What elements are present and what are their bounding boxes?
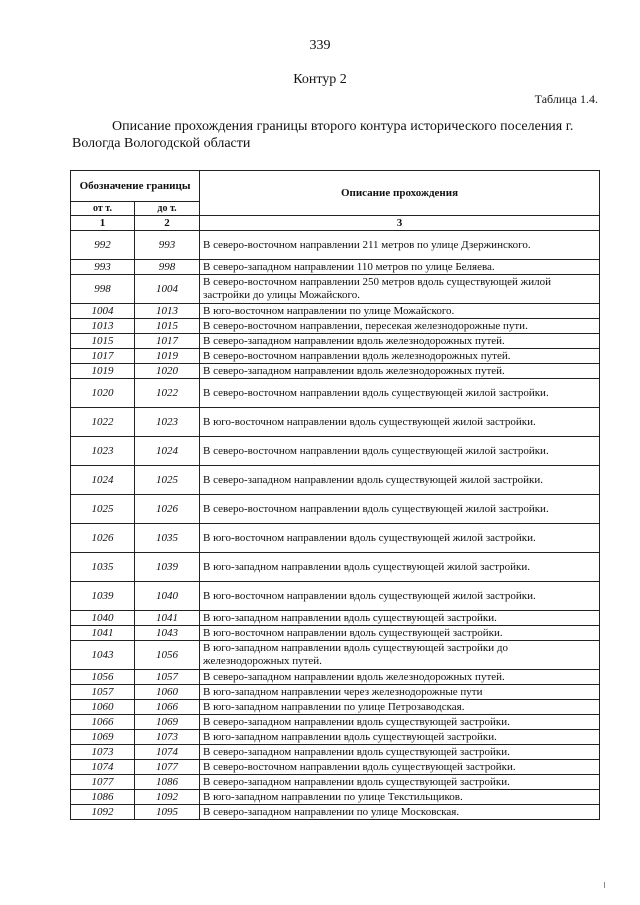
description-cell: В северо-западном направлении вдоль железнодорожных путей.	[200, 670, 600, 685]
scan-mark	[604, 882, 605, 888]
description-cell: В юго-западном направлении по улице Петрозаводская.	[200, 700, 600, 715]
from-point-cell: 1035	[71, 553, 135, 582]
table-row	[71, 790, 600, 805]
to-point-header: до т.	[135, 202, 200, 216]
from-point-cell: 1004	[71, 304, 135, 319]
table-row	[71, 275, 600, 304]
from-point-cell: 1020	[71, 379, 135, 408]
to-point-cell: 1057	[135, 670, 200, 685]
table-row	[71, 641, 600, 670]
column-number-2: 2	[135, 216, 200, 231]
table-row	[71, 408, 600, 437]
from-point-cell: 1024	[71, 466, 135, 495]
description-cell: В юго-восточном направлении по улице Можайского.	[200, 304, 600, 319]
description-cell: В юго-западном направлении через железнодорожные пути	[200, 685, 600, 700]
to-point-cell: 1020	[135, 364, 200, 379]
table-row	[71, 319, 600, 334]
to-point-cell: 1039	[135, 553, 200, 582]
table-header	[71, 171, 600, 231]
to-point-cell: 1056	[135, 641, 200, 670]
from-point-cell: 1022	[71, 408, 135, 437]
table-row	[71, 495, 600, 524]
table-row	[71, 304, 600, 319]
table-row	[71, 670, 600, 685]
from-point-cell: 1057	[71, 685, 135, 700]
document-heading: Описание прохождения границы второго контура исторического поселения г. Вологда Вологодской области	[72, 119, 574, 151]
from-point-cell: 1017	[71, 349, 135, 364]
column-number-1: 1	[71, 216, 135, 231]
to-point-cell: 1086	[135, 775, 200, 790]
from-point-cell: 1056	[71, 670, 135, 685]
from-point-cell: 993	[71, 260, 135, 275]
to-point-cell: 1024	[135, 437, 200, 466]
description-header: Описание прохождения	[200, 171, 600, 216]
table-row	[71, 231, 600, 260]
description-cell: В северо-западном направлении вдоль существующей застройки.	[200, 745, 600, 760]
to-point-cell: 993	[135, 231, 200, 260]
from-point-cell: 1092	[71, 805, 135, 820]
boundary-designation-header: Обозначение границы	[71, 171, 200, 202]
from-point-cell: 1074	[71, 760, 135, 775]
description-cell: В юго-западном направлении вдоль существующей жилой застройки.	[200, 553, 600, 582]
table-row	[71, 466, 600, 495]
table-row	[71, 553, 600, 582]
description-cell: В северо-восточном направлении вдоль железнодорожных путей.	[200, 349, 600, 364]
table-row	[71, 611, 600, 626]
table-row	[71, 437, 600, 466]
boundary-description-table	[70, 170, 600, 820]
to-point-cell: 1017	[135, 334, 200, 349]
description-cell: В северо-западном направлении вдоль существующей застройки.	[200, 775, 600, 790]
description-cell: В северо-восточном направлении 250 метров вдоль существующей жилой застройки до улицы Можайского.	[200, 275, 600, 304]
table-row	[71, 582, 600, 611]
from-point-cell: 1015	[71, 334, 135, 349]
description-cell: В северо-западном направлении по улице Московская.	[200, 805, 600, 820]
from-point-cell: 1073	[71, 745, 135, 760]
from-point-cell: 1013	[71, 319, 135, 334]
to-point-cell: 1023	[135, 408, 200, 437]
table-row	[71, 730, 600, 745]
to-point-cell: 1066	[135, 700, 200, 715]
to-point-cell: 1043	[135, 626, 200, 641]
from-point-cell: 1019	[71, 364, 135, 379]
table-row	[71, 364, 600, 379]
from-point-cell: 1041	[71, 626, 135, 641]
description-cell: В юго-восточном направлении вдоль существующей жилой застройки.	[200, 524, 600, 553]
column-number-3: 3	[200, 216, 600, 231]
from-point-cell: 1025	[71, 495, 135, 524]
table-label: Таблица 1.4.	[534, 92, 598, 106]
to-point-cell: 1077	[135, 760, 200, 775]
table-row	[71, 715, 600, 730]
description-cell: В северо-западном направлении 110 метров по улице Беляева.	[200, 260, 600, 275]
from-point-cell: 1086	[71, 790, 135, 805]
description-cell: В северо-восточном направлении 211 метров по улице Дзержинского.	[200, 231, 600, 260]
to-point-cell: 1069	[135, 715, 200, 730]
description-cell: В северо-восточном направлении вдоль существующей жилой застройки.	[200, 379, 600, 408]
from-point-cell: 998	[71, 275, 135, 304]
table-body	[71, 231, 600, 820]
from-point-cell: 992	[71, 231, 135, 260]
to-point-cell: 1004	[135, 275, 200, 304]
to-point-cell: 1041	[135, 611, 200, 626]
table-row	[71, 700, 600, 715]
from-point-cell: 1077	[71, 775, 135, 790]
to-point-cell: 1026	[135, 495, 200, 524]
to-point-cell: 1013	[135, 304, 200, 319]
from-point-cell: 1060	[71, 700, 135, 715]
from-point-cell: 1023	[71, 437, 135, 466]
description-cell: В северо-восточном направлении вдоль существующей застройки.	[200, 760, 600, 775]
description-cell: В северо-западном направлении вдоль железнодорожных путей.	[200, 334, 600, 349]
from-point-header: от т.	[71, 202, 135, 216]
to-point-cell: 998	[135, 260, 200, 275]
description-cell: В юго-восточном направлении вдоль существующей жилой застройки.	[200, 408, 600, 437]
to-point-cell: 1060	[135, 685, 200, 700]
description-cell: В северо-западном направлении вдоль существующей жилой застройки.	[200, 466, 600, 495]
table-row	[71, 379, 600, 408]
table-row	[71, 685, 600, 700]
to-point-cell: 1074	[135, 745, 200, 760]
to-point-cell: 1092	[135, 790, 200, 805]
table-row	[71, 760, 600, 775]
description-cell: В юго-западном направлении по улице Текстильщиков.	[200, 790, 600, 805]
description-cell: В северо-восточном направлении вдоль существующей жилой застройки.	[200, 495, 600, 524]
description-cell: В северо-восточном направлении вдоль существующей жилой застройки.	[200, 437, 600, 466]
table-row	[71, 805, 600, 820]
to-point-cell: 1022	[135, 379, 200, 408]
from-point-cell: 1066	[71, 715, 135, 730]
from-point-cell: 1026	[71, 524, 135, 553]
from-point-cell: 1040	[71, 611, 135, 626]
description-cell: В северо-восточном направлении, пересекая железнодорожные пути.	[200, 319, 600, 334]
to-point-cell: 1035	[135, 524, 200, 553]
to-point-cell: 1073	[135, 730, 200, 745]
from-point-cell: 1039	[71, 582, 135, 611]
table-row	[71, 626, 600, 641]
description-cell: В юго-восточном направлении вдоль существующей застройки.	[200, 626, 600, 641]
description-cell: В северо-западном направлении вдоль существующей застройки.	[200, 715, 600, 730]
to-point-cell: 1025	[135, 466, 200, 495]
to-point-cell: 1095	[135, 805, 200, 820]
description-cell: В юго-западном направлении вдоль существующей застройки.	[200, 730, 600, 745]
to-point-cell: 1040	[135, 582, 200, 611]
from-point-cell: 1043	[71, 641, 135, 670]
description-cell: В северо-западном направлении вдоль железнодорожных путей.	[200, 364, 600, 379]
description-cell: В юго-западном направлении вдоль существующей застройки.	[200, 611, 600, 626]
table-row	[71, 745, 600, 760]
table-row	[71, 349, 600, 364]
table-row	[71, 524, 600, 553]
from-point-cell: 1069	[71, 730, 135, 745]
contour-title: Контур 2	[293, 72, 347, 87]
table-row	[71, 260, 600, 275]
description-cell: В юго-восточном направлении вдоль существующей жилой застройки.	[200, 582, 600, 611]
to-point-cell: 1019	[135, 349, 200, 364]
to-point-cell: 1015	[135, 319, 200, 334]
description-cell: В юго-западном направлении вдоль существующей застройки до железнодорожных путей.	[200, 641, 600, 670]
table-row	[71, 775, 600, 790]
table-row	[71, 334, 600, 349]
page-number: 339	[309, 38, 331, 53]
